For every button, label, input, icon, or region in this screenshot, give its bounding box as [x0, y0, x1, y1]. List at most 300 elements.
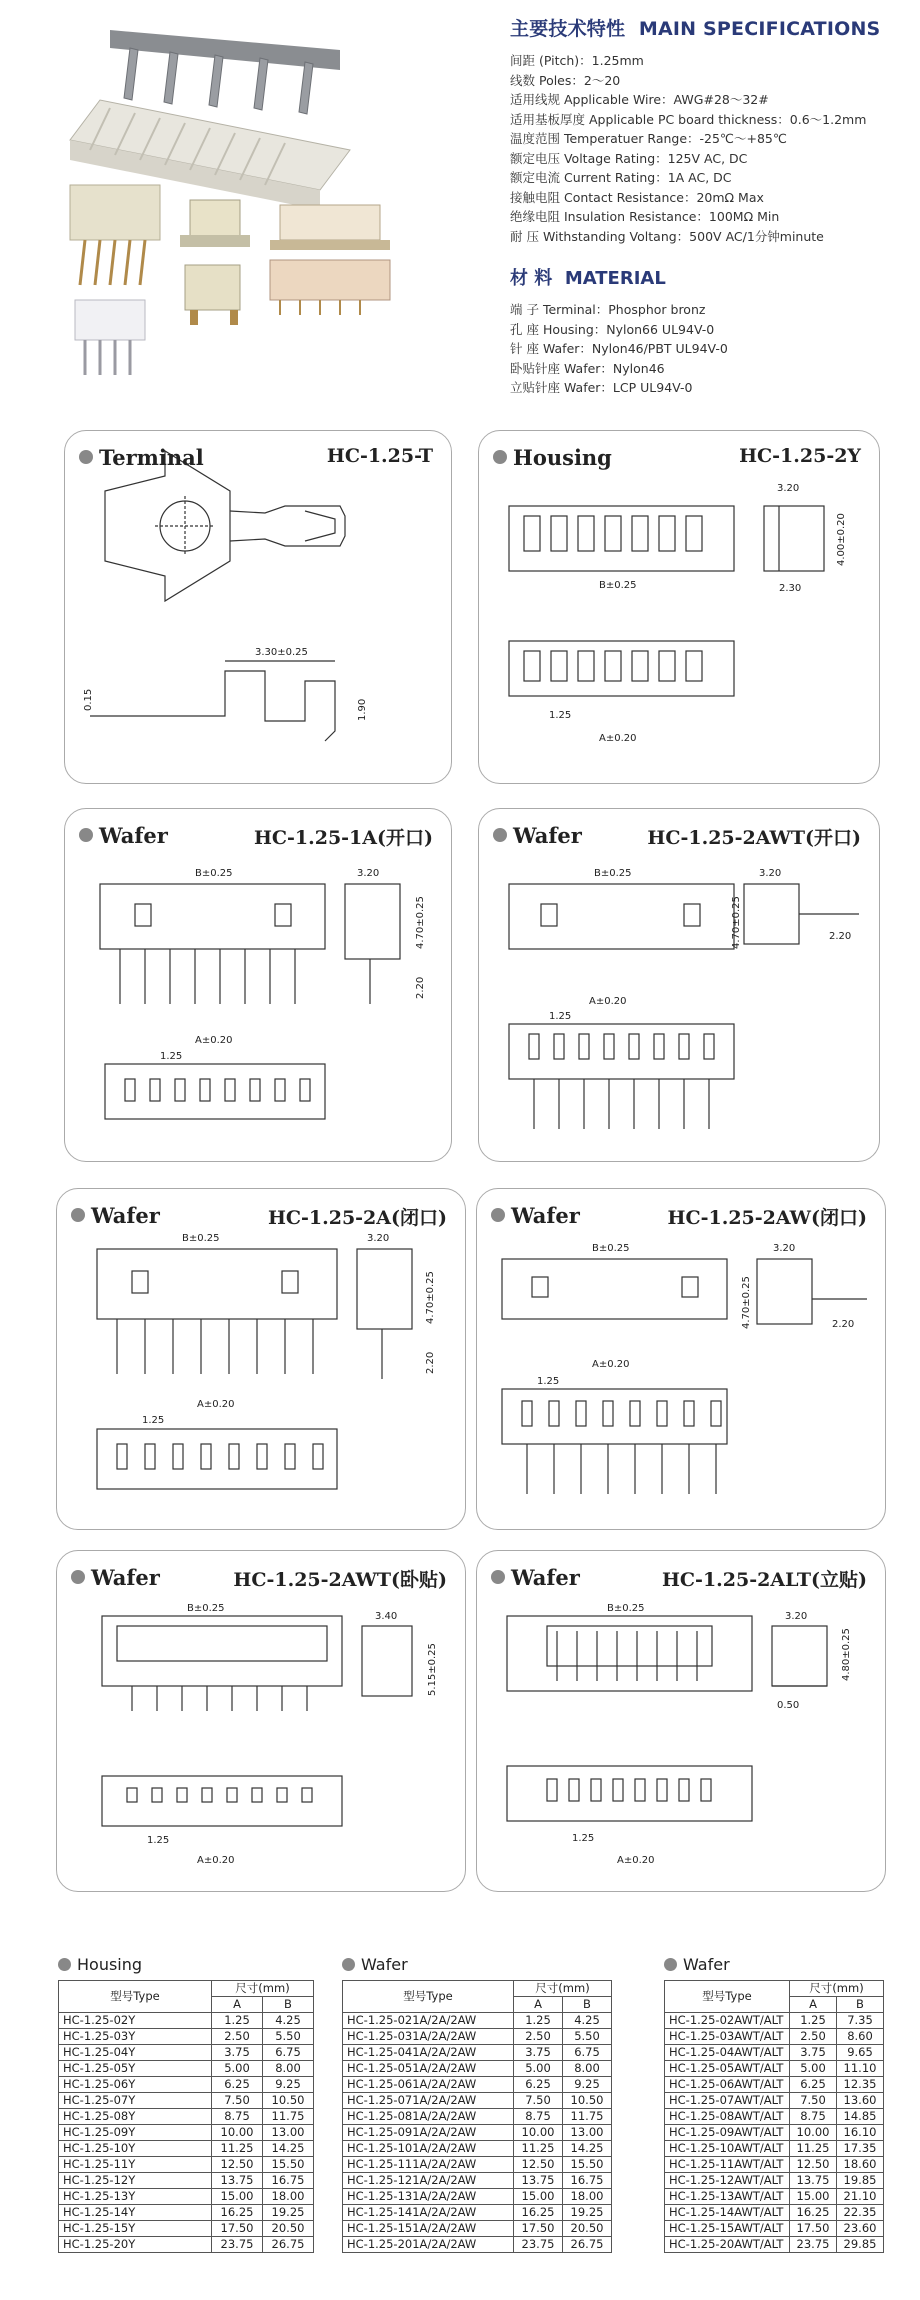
cell-a: 2.50 — [790, 2029, 837, 2045]
cell-type: HC-1.25-151A/2A/2AW — [343, 2221, 514, 2237]
column-header-a: A — [514, 1997, 563, 2013]
bullet-icon — [342, 1958, 355, 1971]
column-header-type: 型号Type — [665, 1981, 790, 2013]
column-header-b: B — [263, 1997, 314, 2013]
panel-wafer-2awt-open — [478, 808, 880, 1162]
cell-type: HC-1.25-061A/2A/2AW — [343, 2077, 514, 2093]
table-row — [59, 2077, 314, 2093]
table-row — [665, 2029, 884, 2045]
wafer-2aw-closed-drawing — [477, 1189, 885, 1529]
dim-label: 1.25 — [160, 1051, 183, 1062]
cell-type: HC-1.25-08AWT/ALT — [665, 2109, 790, 2125]
cell-type: HC-1.25-06Y — [59, 2077, 212, 2093]
dim-label: 1.25 — [537, 1376, 560, 1387]
column-header-a: A — [212, 1997, 263, 2013]
cell-a: 23.75 — [514, 2237, 563, 2253]
part-code: HC-1.25-2ALT(立贴) — [661, 1569, 867, 1591]
table-row — [343, 2125, 612, 2141]
cell-a: 11.25 — [212, 2141, 263, 2157]
cell-b: 9.65 — [837, 2045, 884, 2061]
table-row — [665, 2221, 884, 2237]
dim-label: 4.70±0.25 — [415, 896, 426, 949]
table-row — [59, 2093, 314, 2109]
cell-a: 17.50 — [514, 2221, 563, 2237]
table-row — [343, 2013, 612, 2029]
cell-type: HC-1.25-14Y — [59, 2205, 212, 2221]
cell-type: HC-1.25-10AWT/ALT — [665, 2141, 790, 2157]
cell-b: 23.60 — [837, 2221, 884, 2237]
cell-b: 13.00 — [563, 2125, 612, 2141]
table-row — [665, 2093, 884, 2109]
cell-a: 12.50 — [790, 2157, 837, 2173]
panel-title: Housing — [493, 445, 612, 470]
material-row: 立贴针座 Wafer：LCP UL94V-0 — [510, 380, 693, 395]
spec-row: 温度范围 Temperatuer Range：-25℃～+85℃ — [510, 131, 787, 146]
spec-row: 线数 Poles：2～20 — [510, 72, 621, 88]
cell-b: 18.60 — [837, 2157, 884, 2173]
cell-a: 13.75 — [514, 2173, 563, 2189]
cell-type: HC-1.25-141A/2A/2AW — [343, 2205, 514, 2221]
cell-a: 6.25 — [212, 2077, 263, 2093]
table-row — [665, 2109, 884, 2125]
table-row — [343, 2077, 612, 2093]
cell-type: HC-1.25-12Y — [59, 2173, 212, 2189]
cell-type: HC-1.25-05AWT/ALT — [665, 2061, 790, 2077]
dim-label: 2.20 — [425, 1351, 436, 1374]
wafer-2alt-smd-vertical-drawing — [477, 1551, 885, 1891]
dim-label: 3.30±0.25 — [255, 647, 308, 658]
cell-a: 5.00 — [212, 2061, 263, 2077]
bullet-icon — [71, 1570, 85, 1584]
cell-type: HC-1.25-05Y — [59, 2061, 212, 2077]
terminal-strip-image — [110, 30, 340, 114]
table-title: Housing — [58, 1955, 314, 1974]
cell-b: 29.85 — [837, 2237, 884, 2253]
cell-a: 23.75 — [212, 2237, 263, 2253]
cell-type: HC-1.25-14AWT/ALT — [665, 2205, 790, 2221]
column-header-size: 尺寸(mm) — [212, 1981, 314, 1997]
bullet-icon — [79, 450, 93, 464]
panel-title: Wafer — [71, 1203, 160, 1228]
table-row — [665, 2173, 884, 2189]
cell-type: HC-1.25-13AWT/ALT — [665, 2189, 790, 2205]
panel-housing — [478, 430, 880, 784]
cell-type: HC-1.25-07AWT/ALT — [665, 2093, 790, 2109]
part-code: HC-1.25-2AW(闭口) — [667, 1207, 867, 1229]
dim-label: 3.20 — [785, 1611, 808, 1622]
cell-a: 13.75 — [212, 2173, 263, 2189]
column-header-type: 型号Type — [59, 1981, 212, 2013]
table-row — [343, 2157, 612, 2173]
cell-b: 18.00 — [263, 2189, 314, 2205]
cell-b: 10.50 — [563, 2093, 612, 2109]
dim-label: B±0.25 — [592, 1243, 630, 1254]
cell-b: 6.75 — [563, 2045, 612, 2061]
table-row — [665, 2125, 884, 2141]
cell-a: 23.75 — [790, 2237, 837, 2253]
cell-b: 13.60 — [837, 2093, 884, 2109]
cell-type: HC-1.25-09AWT/ALT — [665, 2125, 790, 2141]
cell-b: 19.25 — [263, 2205, 314, 2221]
column-header-a: A — [790, 1997, 837, 2013]
dim-label: 1.25 — [142, 1415, 165, 1426]
part-code: HC-1.25-1A(开口) — [253, 827, 433, 849]
panel-wafer-2alt-smd-vertical — [476, 1550, 886, 1892]
spec-row: 额定电压 Voltage Rating：125V AC, DC — [510, 150, 748, 166]
wafer-2awt-open-drawing — [479, 809, 879, 1161]
cell-a: 6.25 — [514, 2077, 563, 2093]
bullet-icon — [71, 1208, 85, 1222]
white-wafer-image — [75, 300, 145, 375]
cell-b: 26.75 — [263, 2237, 314, 2253]
cell-b: 19.85 — [837, 2173, 884, 2189]
table-row — [59, 2173, 314, 2189]
bullet-icon — [79, 828, 93, 842]
cell-b: 8.60 — [837, 2029, 884, 2045]
cell-a: 1.25 — [790, 2013, 837, 2029]
cell-b: 14.25 — [563, 2141, 612, 2157]
cell-a: 15.00 — [790, 2189, 837, 2205]
small-connector-image — [180, 200, 250, 325]
cell-type: HC-1.25-021A/2A/2AW — [343, 2013, 514, 2029]
cell-type: HC-1.25-03Y — [59, 2029, 212, 2045]
cell-b: 17.35 — [837, 2141, 884, 2157]
cell-b: 12.35 — [837, 2077, 884, 2093]
cell-type: HC-1.25-051A/2A/2AW — [343, 2061, 514, 2077]
table-row — [59, 2221, 314, 2237]
bullet-icon — [493, 450, 507, 464]
cell-type: HC-1.25-10Y — [59, 2141, 212, 2157]
cell-a: 10.00 — [790, 2125, 837, 2141]
cell-b: 13.00 — [263, 2125, 314, 2141]
cell-type: HC-1.25-15AWT/ALT — [665, 2221, 790, 2237]
panel-title: Wafer — [491, 1565, 580, 1590]
panel-wafer-1a — [64, 808, 452, 1162]
cell-a: 5.00 — [790, 2061, 837, 2077]
cell-type: HC-1.25-121A/2A/2AW — [343, 2173, 514, 2189]
cell-type: HC-1.25-071A/2A/2AW — [343, 2093, 514, 2109]
dim-label: 1.25 — [549, 1011, 572, 1022]
cell-b: 4.25 — [563, 2013, 612, 2029]
cell-b: 26.75 — [563, 2237, 612, 2253]
table-row — [343, 2061, 612, 2077]
dim-label: 2.20 — [829, 931, 852, 942]
dim-label: 4.80±0.25 — [841, 1628, 852, 1681]
dim-label: 1.25 — [549, 710, 572, 721]
table-row — [665, 2205, 884, 2221]
table-row — [343, 2237, 612, 2253]
dim-label: 1.25 — [572, 1833, 595, 1844]
size-table — [664, 1980, 884, 2253]
spec-row: 额定电流 Current Rating：1A AC, DC — [510, 170, 732, 185]
cell-a: 16.25 — [790, 2205, 837, 2221]
bullet-icon — [491, 1570, 505, 1584]
terminal-drawing — [65, 431, 451, 783]
cell-a: 7.50 — [514, 2093, 563, 2109]
wafer-2a-closed-drawing — [57, 1189, 465, 1529]
bullet-icon — [58, 1958, 71, 1971]
table-row — [59, 2205, 314, 2221]
table-row — [59, 2125, 314, 2141]
cell-type: HC-1.25-03AWT/ALT — [665, 2029, 790, 2045]
dim-label: 3.20 — [357, 868, 380, 879]
bullet-icon — [664, 1958, 677, 1971]
cell-type: HC-1.25-20Y — [59, 2237, 212, 2253]
dim-label: 3.20 — [367, 1233, 390, 1244]
cell-a: 7.50 — [212, 2093, 263, 2109]
part-code: HC-1.25-2AWT(开口) — [647, 827, 861, 849]
dim-label: 1.90 — [357, 698, 368, 721]
panel-title: Wafer — [79, 823, 168, 848]
cell-b: 10.50 — [263, 2093, 314, 2109]
cell-a: 8.75 — [212, 2109, 263, 2125]
panel-wafer-2awt-smd-horizontal — [56, 1550, 466, 1892]
cell-b: 16.10 — [837, 2125, 884, 2141]
cell-a: 15.00 — [212, 2189, 263, 2205]
table-row — [665, 2189, 884, 2205]
cell-b: 14.25 — [263, 2141, 314, 2157]
cell-a: 3.75 — [790, 2045, 837, 2061]
table-row — [59, 2045, 314, 2061]
cell-type: HC-1.25-04Y — [59, 2045, 212, 2061]
panel-wafer-2a-closed — [56, 1188, 466, 1530]
dim-label: 4.70±0.25 — [731, 896, 742, 949]
smd-connector-image — [270, 205, 390, 315]
cell-a: 17.50 — [790, 2221, 837, 2237]
cell-b: 9.25 — [263, 2077, 314, 2093]
dim-label: 0.50 — [777, 1700, 800, 1711]
cell-a: 6.25 — [790, 2077, 837, 2093]
table-row — [59, 2141, 314, 2157]
table-row — [665, 2045, 884, 2061]
cell-a: 10.00 — [514, 2125, 563, 2141]
bullet-icon — [491, 1208, 505, 1222]
cell-b: 11.75 — [263, 2109, 314, 2125]
cell-type: HC-1.25-12AWT/ALT — [665, 2173, 790, 2189]
cell-type: HC-1.25-091A/2A/2AW — [343, 2125, 514, 2141]
dim-label: B±0.25 — [182, 1233, 220, 1244]
spec-row: 接触电阻 Contact Resistance：20mΩ Max — [510, 189, 764, 205]
dim-label: 4.70±0.25 — [425, 1271, 436, 1324]
spec-row: 绝缘电阻 Insulation Resistance：100MΩ Min — [510, 209, 780, 224]
table-row — [665, 2141, 884, 2157]
cell-b: 4.25 — [263, 2013, 314, 2029]
cell-a: 11.25 — [790, 2141, 837, 2157]
cell-b: 19.25 — [563, 2205, 612, 2221]
dim-label: 2.20 — [415, 976, 426, 999]
cell-type: HC-1.25-131A/2A/2AW — [343, 2189, 514, 2205]
table-row — [343, 2189, 612, 2205]
dim-label: 1.25 — [147, 1835, 170, 1846]
cell-a: 2.50 — [514, 2029, 563, 2045]
spec-row: 适用线规 Applicable Wire：AWG#28～32# — [510, 92, 769, 107]
table-row — [665, 2013, 884, 2029]
spec-row: 耐 压 Withstanding Voltang：500V AC/1分钟minute — [510, 228, 824, 244]
cell-a: 5.00 — [514, 2061, 563, 2077]
cell-type: HC-1.25-201A/2A/2AW — [343, 2237, 514, 2253]
table-row — [343, 2141, 612, 2157]
table-row — [59, 2013, 314, 2029]
spec-heading: 主要技术特性 MAIN SPECIFICATIONS — [510, 18, 881, 40]
table-row — [665, 2237, 884, 2253]
cell-a: 3.75 — [514, 2045, 563, 2061]
cell-type: HC-1.25-06AWT/ALT — [665, 2077, 790, 2093]
dim-label: B±0.25 — [187, 1603, 225, 1614]
table-row — [343, 2109, 612, 2125]
cell-b: 5.50 — [563, 2029, 612, 2045]
cell-type: HC-1.25-13Y — [59, 2189, 212, 2205]
cell-type: HC-1.25-15Y — [59, 2221, 212, 2237]
table-row — [665, 2077, 884, 2093]
cell-b: 16.75 — [563, 2173, 612, 2189]
cell-b: 16.75 — [263, 2173, 314, 2189]
cell-b: 18.00 — [563, 2189, 612, 2205]
dim-label: A±0.20 — [195, 1035, 233, 1046]
cell-type: HC-1.25-02Y — [59, 2013, 212, 2029]
wafer-with-pins-image — [70, 185, 160, 285]
dim-label: 2.20 — [832, 1319, 855, 1330]
dim-label: B±0.25 — [607, 1603, 645, 1614]
table-title: Wafer — [342, 1955, 612, 1974]
cell-a: 1.25 — [514, 2013, 563, 2029]
panel-title: Terminal — [79, 445, 204, 470]
cell-a: 15.00 — [514, 2189, 563, 2205]
column-header-b: B — [837, 1997, 884, 2013]
cell-type: HC-1.25-041A/2A/2AW — [343, 2045, 514, 2061]
spec-row: 间距 (Pitch)：1.25mm — [510, 53, 644, 68]
cell-type: HC-1.25-04AWT/ALT — [665, 2045, 790, 2061]
cell-type: HC-1.25-02AWT/ALT — [665, 2013, 790, 2029]
spec-row: 适用基板厚度 Applicable PC board thickness：0.6～1.2mm — [510, 111, 867, 127]
cell-a: 16.25 — [514, 2205, 563, 2221]
table-row — [59, 2189, 314, 2205]
cell-type: HC-1.25-031A/2A/2AW — [343, 2029, 514, 2045]
cell-a: 1.25 — [212, 2013, 263, 2029]
cell-a: 12.50 — [514, 2157, 563, 2173]
size-table — [342, 1980, 612, 2253]
table-title: Wafer — [664, 1955, 884, 1974]
material-row: 卧贴针座 Wafer：Nylon46 — [510, 360, 665, 376]
table-row — [343, 2045, 612, 2061]
product-photo — [40, 0, 460, 390]
cell-a: 3.75 — [212, 2045, 263, 2061]
table-section-wafer — [342, 1955, 612, 2253]
column-header-type: 型号Type — [343, 1981, 514, 2013]
table-row — [343, 2221, 612, 2237]
cell-b: 15.50 — [563, 2157, 612, 2173]
wafer-2awt-smd-horizontal-drawing — [57, 1551, 465, 1891]
cell-b: 5.50 — [263, 2029, 314, 2045]
cell-a: 8.75 — [790, 2109, 837, 2125]
table-row — [343, 2205, 612, 2221]
table-row — [665, 2061, 884, 2077]
cell-b: 7.35 — [837, 2013, 884, 2029]
dim-label: A±0.20 — [197, 1855, 235, 1866]
cell-type: HC-1.25-11Y — [59, 2157, 212, 2173]
specifications-block — [510, 0, 910, 398]
part-code: HC-1.25-2AWT(卧贴) — [233, 1569, 447, 1591]
table-row — [343, 2029, 612, 2045]
table-row — [59, 2109, 314, 2125]
dim-label: A±0.20 — [617, 1855, 655, 1866]
cell-type: HC-1.25-08Y — [59, 2109, 212, 2125]
panel-title: Wafer — [71, 1565, 160, 1590]
cell-b: 15.50 — [263, 2157, 314, 2173]
dim-label: 5.15±0.25 — [427, 1643, 438, 1696]
dim-label: 3.20 — [773, 1243, 796, 1254]
cell-a: 10.00 — [212, 2125, 263, 2141]
cell-a: 16.25 — [212, 2205, 263, 2221]
cell-a: 7.50 — [790, 2093, 837, 2109]
cell-b: 22.35 — [837, 2205, 884, 2221]
cell-b: 21.10 — [837, 2189, 884, 2205]
dim-label: 3.20 — [759, 868, 782, 879]
column-header-size: 尺寸(mm) — [514, 1981, 612, 1997]
column-header-b: B — [563, 1997, 612, 2013]
dim-label: 3.40 — [375, 1611, 398, 1622]
table-row — [59, 2237, 314, 2253]
dim-label: B±0.25 — [594, 868, 632, 879]
housing-drawing — [479, 431, 879, 783]
table-row — [59, 2061, 314, 2077]
cell-type: HC-1.25-07Y — [59, 2093, 212, 2109]
material-row: 孔 座 Housing：Nylon66 UL94V-0 — [510, 321, 715, 337]
cell-a: 2.50 — [212, 2029, 263, 2045]
dim-label: 4.70±0.25 — [741, 1276, 752, 1329]
size-table — [58, 1980, 314, 2253]
cell-a: 13.75 — [790, 2173, 837, 2189]
cell-type: HC-1.25-101A/2A/2AW — [343, 2141, 514, 2157]
cell-b: 20.50 — [263, 2221, 314, 2237]
cell-type: HC-1.25-081A/2A/2AW — [343, 2109, 514, 2125]
cell-a: 12.50 — [212, 2157, 263, 2173]
part-code: HC-1.25-2A(闭口) — [267, 1207, 447, 1229]
cell-b: 9.25 — [563, 2077, 612, 2093]
panel-terminal — [64, 430, 452, 784]
table-row — [343, 2093, 612, 2109]
table-section-wafer-smd — [664, 1955, 884, 2253]
cell-a: 17.50 — [212, 2221, 263, 2237]
part-code: HC-1.25-T — [326, 445, 433, 467]
table-row — [59, 2029, 314, 2045]
table-row — [665, 2157, 884, 2173]
material-row: 端 子 Terminal：Phosphor bronz — [510, 302, 706, 317]
cell-b: 8.00 — [263, 2061, 314, 2077]
cell-type: HC-1.25-11AWT/ALT — [665, 2157, 790, 2173]
bullet-icon — [493, 828, 507, 842]
panel-wafer-2aw-closed — [476, 1188, 886, 1530]
material-row: 针 座 Wafer：Nylon46/PBT UL94V-0 — [510, 341, 728, 356]
dim-label: 0.15 — [83, 688, 94, 711]
part-code: HC-1.25-2Y — [739, 445, 861, 467]
wafer-1a-drawing — [65, 809, 451, 1161]
cell-b: 11.10 — [837, 2061, 884, 2077]
dim-label: A±0.20 — [197, 1399, 235, 1410]
panel-title: Wafer — [491, 1203, 580, 1228]
cell-type: HC-1.25-09Y — [59, 2125, 212, 2141]
dim-label: B±0.25 — [195, 868, 233, 879]
cell-a: 11.25 — [514, 2141, 563, 2157]
cell-a: 8.75 — [514, 2109, 563, 2125]
cell-b: 11.75 — [563, 2109, 612, 2125]
dim-label: A±0.20 — [592, 1359, 630, 1370]
material-heading: 材 料 MATERIAL — [510, 268, 666, 289]
column-header-size: 尺寸(mm) — [790, 1981, 884, 1997]
cell-b: 8.00 — [563, 2061, 612, 2077]
table-section-housing — [58, 1955, 314, 2253]
dim-label: 3.20 — [777, 483, 800, 494]
cell-b: 6.75 — [263, 2045, 314, 2061]
